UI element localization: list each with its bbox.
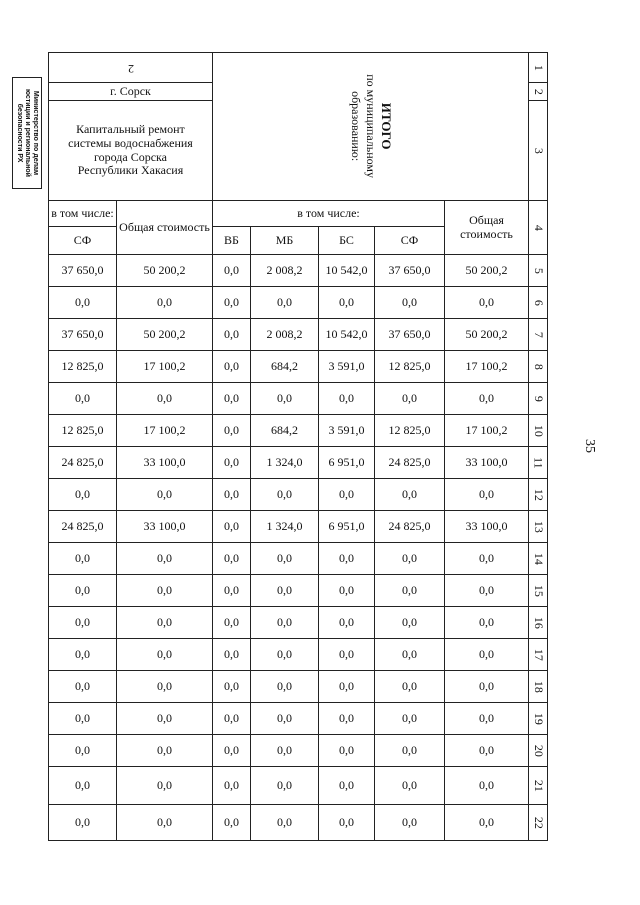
city-name: г. Сорск: [49, 83, 213, 101]
cell-sf-l: 0,0: [49, 767, 117, 805]
cell-sf: 0,0: [375, 479, 445, 511]
total-cost-left-header: Общая стоимость: [117, 201, 213, 255]
cell-sf: 0,0: [375, 767, 445, 805]
cell-mb: 0,0: [251, 639, 319, 671]
cell-total-l: 0,0: [117, 479, 213, 511]
cell-total-l: 0,0: [117, 671, 213, 703]
row-number: 22: [529, 805, 548, 841]
table-row: [49, 607, 548, 639]
row-number: 9: [529, 383, 548, 415]
row-number: 18: [529, 671, 548, 703]
cell-bs: 0,0: [319, 639, 375, 671]
cell-bs: 10 542,0: [319, 319, 375, 351]
cell-total-l: 0,0: [117, 805, 213, 841]
cell-mb: 1 324,0: [251, 447, 319, 479]
table-row: [49, 767, 548, 805]
itogo-title: ИТОГО: [378, 103, 394, 150]
table-row: [49, 319, 548, 351]
cell-sf: 12 825,0: [375, 415, 445, 447]
table-row: [49, 511, 548, 543]
row-number: 20: [529, 735, 548, 767]
cell-sf-l: 0,0: [49, 543, 117, 575]
cell-total: 0,0: [445, 639, 529, 671]
stamp-line-3: безопасности РХ: [16, 103, 23, 163]
row-number: 6: [529, 287, 548, 319]
cell-sf-l: 0,0: [49, 735, 117, 767]
row-number: 7: [529, 319, 548, 351]
v-tom-chisle-header: в том числе:: [213, 201, 445, 227]
cell-mb: 0,0: [251, 805, 319, 841]
table-row: [49, 639, 548, 671]
cell-sf-l: 0,0: [49, 575, 117, 607]
cell-total: 0,0: [445, 805, 529, 841]
cell-sf: 0,0: [375, 287, 445, 319]
row-number: 15: [529, 575, 548, 607]
cell-total: 50 200,2: [445, 319, 529, 351]
cell-mb: 0,0: [251, 703, 319, 735]
cell-sf-l: 0,0: [49, 607, 117, 639]
cell-bs: 6 951,0: [319, 511, 375, 543]
cell-total: 50 200,2: [445, 255, 529, 287]
cell-total-l: 17 100,2: [117, 351, 213, 383]
cell-vb: 0,0: [213, 479, 251, 511]
table-row: [49, 543, 548, 575]
itogo-line-2: образованию:: [348, 91, 363, 162]
cell-total-l: 0,0: [117, 703, 213, 735]
table-row: [49, 671, 548, 703]
cell-total-l: 0,0: [117, 287, 213, 319]
cell-mb: 0,0: [251, 287, 319, 319]
row-number: 12: [529, 479, 548, 511]
stamp-line-2: юстиции и региональной: [24, 89, 31, 177]
cell-mb: 0,0: [251, 543, 319, 575]
table-row: [49, 735, 548, 767]
cell-sf-l: 12 825,0: [49, 351, 117, 383]
cell-bs: 0,0: [319, 383, 375, 415]
cell-vb: 0,0: [213, 255, 251, 287]
cell-sf: 24 825,0: [375, 447, 445, 479]
cell-vb: 0,0: [213, 671, 251, 703]
cell-bs: 0,0: [319, 575, 375, 607]
cell-vb: 0,0: [213, 703, 251, 735]
table-row: [49, 703, 548, 735]
cell-sf-l: 37 650,0: [49, 255, 117, 287]
itogo-label: [347, 75, 393, 179]
stamp-line-1: Министерство по делам: [32, 90, 39, 176]
row-number: 2: [529, 83, 548, 101]
cell-vb: 0,0: [213, 543, 251, 575]
cell-sf: 0,0: [375, 639, 445, 671]
bs-header: БС: [319, 227, 375, 255]
cell-total: 0,0: [445, 383, 529, 415]
table-row: [49, 287, 548, 319]
cell-bs: 0,0: [319, 607, 375, 639]
table-row: [49, 575, 548, 607]
row-number: 4: [529, 201, 548, 255]
col-index-2-cell: [49, 53, 213, 83]
cell-vb: 0,0: [213, 383, 251, 415]
table-row: [49, 255, 548, 287]
row-number: 10: [529, 415, 548, 447]
cell-sf: 0,0: [375, 735, 445, 767]
cell-vb: 0,0: [213, 511, 251, 543]
cell-mb: 0,0: [251, 479, 319, 511]
cell-bs: 0,0: [319, 287, 375, 319]
row-number: 5: [529, 255, 548, 287]
cell-total-l: 0,0: [117, 767, 213, 805]
table-row: [49, 479, 548, 511]
cell-total-l: 33 100,0: [117, 447, 213, 479]
cell-sf-l: 37 650,0: [49, 319, 117, 351]
cell-vb: 0,0: [213, 415, 251, 447]
v-tom-chisle-left: в том числе:: [49, 201, 117, 227]
row-number: 1: [529, 53, 548, 83]
cell-mb: 0,0: [251, 383, 319, 415]
itogo-cell: [213, 53, 529, 201]
cell-mb: 2 008,2: [251, 319, 319, 351]
table-row: [49, 383, 548, 415]
cell-bs: 0,0: [319, 479, 375, 511]
cell-total: 0,0: [445, 735, 529, 767]
cell-vb: 0,0: [213, 735, 251, 767]
cell-mb: 684,2: [251, 415, 319, 447]
cell-mb: 0,0: [251, 735, 319, 767]
cell-total-l: 0,0: [117, 607, 213, 639]
cell-mb: 0,0: [251, 575, 319, 607]
cell-bs: 0,0: [319, 735, 375, 767]
sf-left-header: СФ: [49, 227, 117, 255]
col-index-2: 2: [127, 61, 134, 76]
cell-sf: 0,0: [375, 575, 445, 607]
cell-sf: 0,0: [375, 805, 445, 841]
cell-total: 0,0: [445, 703, 529, 735]
row-number: 8: [529, 351, 548, 383]
itogo-line-1: по муниципальному: [363, 74, 378, 179]
header-row-4a: [49, 201, 548, 227]
vb-header: ВБ: [213, 227, 251, 255]
cell-total: 0,0: [445, 575, 529, 607]
cell-total: 0,0: [445, 767, 529, 805]
cell-sf-l: 0,0: [49, 287, 117, 319]
data-body: [49, 255, 548, 841]
cell-total-l: 33 100,0: [117, 511, 213, 543]
ministry-stamp: [12, 77, 42, 189]
cell-vb: 0,0: [213, 607, 251, 639]
cell-total: 33 100,0: [445, 511, 529, 543]
row-number: 19: [529, 703, 548, 735]
cell-sf-l: 12 825,0: [49, 415, 117, 447]
sf-header: СФ: [375, 227, 445, 255]
cell-sf: 0,0: [375, 543, 445, 575]
cell-vb: 0,0: [213, 351, 251, 383]
cell-sf-l: 0,0: [49, 671, 117, 703]
cell-total-l: 50 200,2: [117, 255, 213, 287]
cell-mb: 1 324,0: [251, 511, 319, 543]
cell-mb: 2 008,2: [251, 255, 319, 287]
cell-total-l: 50 200,2: [117, 319, 213, 351]
cell-total: 17 100,2: [445, 351, 529, 383]
cell-vb: 0,0: [213, 575, 251, 607]
budget-table: [48, 52, 548, 841]
project-description: Капитальный ремонт системы водоснабжения города Сорска Республики Хакасия: [49, 101, 213, 201]
cell-vb: 0,0: [213, 319, 251, 351]
cell-sf-l: 0,0: [49, 703, 117, 735]
row-number: 14: [529, 543, 548, 575]
cell-sf: 12 825,0: [375, 351, 445, 383]
cell-total-l: 0,0: [117, 735, 213, 767]
cell-total-l: 0,0: [117, 383, 213, 415]
row-number: 3: [529, 101, 548, 201]
cell-sf-l: 24 825,0: [49, 511, 117, 543]
cell-mb: 684,2: [251, 351, 319, 383]
cell-bs: 0,0: [319, 703, 375, 735]
cell-total: 17 100,2: [445, 415, 529, 447]
cell-sf-l: 0,0: [49, 639, 117, 671]
mb-header: МБ: [251, 227, 319, 255]
cell-vb: 0,0: [213, 805, 251, 841]
cell-mb: 0,0: [251, 671, 319, 703]
cell-sf-l: 24 825,0: [49, 447, 117, 479]
cell-vb: 0,0: [213, 447, 251, 479]
cell-bs: 3 591,0: [319, 415, 375, 447]
row-number: 13: [529, 511, 548, 543]
cell-total: 33 100,0: [445, 447, 529, 479]
page-number: 35: [582, 439, 597, 453]
cell-sf: 0,0: [375, 703, 445, 735]
cell-sf: 0,0: [375, 383, 445, 415]
cell-total: 0,0: [445, 479, 529, 511]
row-number: 11: [529, 447, 548, 479]
row-number: 21: [529, 767, 548, 805]
table-row: [49, 351, 548, 383]
cell-sf: 24 825,0: [375, 511, 445, 543]
cell-vb: 0,0: [213, 767, 251, 805]
cell-bs: 0,0: [319, 767, 375, 805]
cell-total: 0,0: [445, 607, 529, 639]
cell-sf-l: 0,0: [49, 383, 117, 415]
cell-total-l: 0,0: [117, 575, 213, 607]
header-row-1: [49, 53, 548, 83]
cell-total: 0,0: [445, 287, 529, 319]
cell-sf: 0,0: [375, 671, 445, 703]
cell-sf-l: 0,0: [49, 805, 117, 841]
cell-bs: 0,0: [319, 543, 375, 575]
table-row: [49, 447, 548, 479]
cell-total: 0,0: [445, 543, 529, 575]
cell-total-l: 17 100,2: [117, 415, 213, 447]
cell-vb: 0,0: [213, 287, 251, 319]
cell-bs: 10 542,0: [319, 255, 375, 287]
cell-vb: 0,0: [213, 639, 251, 671]
cell-mb: 0,0: [251, 607, 319, 639]
cell-total-l: 0,0: [117, 543, 213, 575]
row-number: 17: [529, 639, 548, 671]
cell-sf: 37 650,0: [375, 255, 445, 287]
cell-bs: 6 951,0: [319, 447, 375, 479]
row-number: 16: [529, 607, 548, 639]
cell-bs: 3 591,0: [319, 351, 375, 383]
cell-sf-l: 0,0: [49, 479, 117, 511]
cell-bs: 0,0: [319, 671, 375, 703]
cell-bs: 0,0: [319, 805, 375, 841]
table-row: [49, 805, 548, 841]
cell-total-l: 0,0: [117, 639, 213, 671]
table-row: [49, 415, 548, 447]
cell-sf: 0,0: [375, 607, 445, 639]
cell-total: 0,0: [445, 671, 529, 703]
cell-mb: 0,0: [251, 767, 319, 805]
cell-sf: 37 650,0: [375, 319, 445, 351]
total-cost-right-header: Общая стоимость: [445, 201, 529, 255]
